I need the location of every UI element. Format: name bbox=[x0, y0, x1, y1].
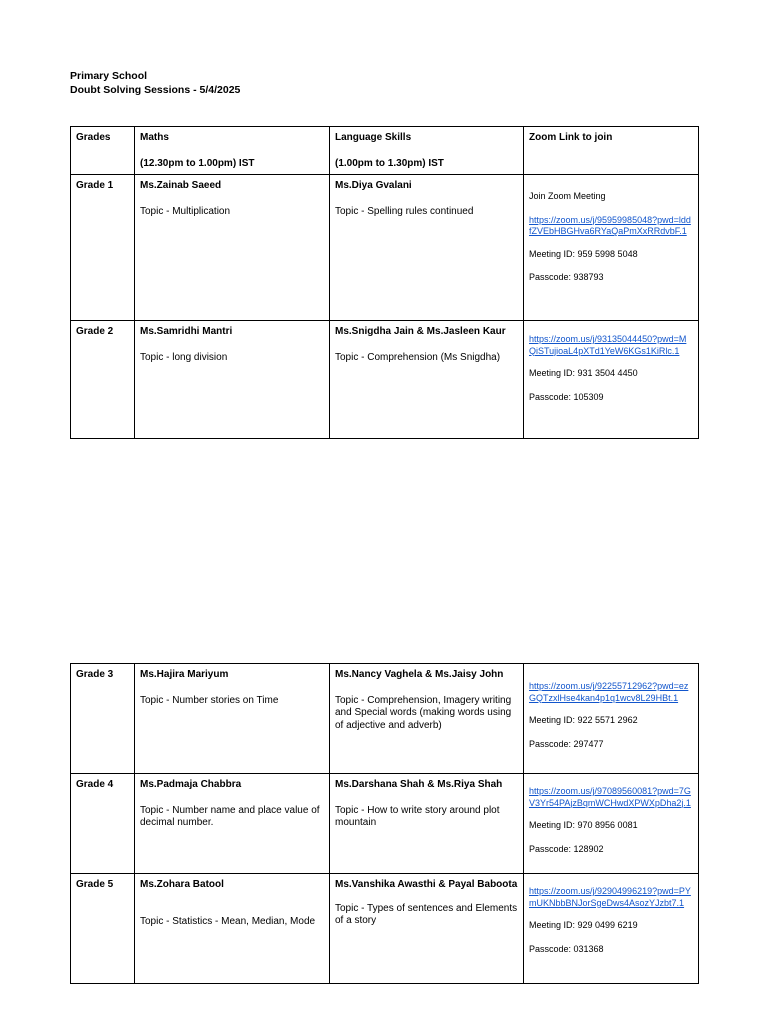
language-topic: Topic - Comprehension, Imagery writing and Special words (making words using of adjective and adverb) bbox=[335, 694, 512, 731]
maths-topic: Topic - Multiplication bbox=[140, 205, 231, 217]
zoom-link[interactable]: https://zoom.us/j/97089560081?pwd=7GV3Yr54PAjzBqmWCHwdXPWXpDha2j.1 bbox=[529, 786, 691, 808]
meeting-id: Meeting ID: 922 5571 2962 bbox=[529, 715, 638, 725]
maths-topic: Topic - Number stories on Time bbox=[140, 694, 279, 706]
maths-cell bbox=[135, 175, 330, 321]
zoom-link[interactable]: https://zoom.us/j/95959985048?pwd=lddfZVEbHBGHva6RYaQaPmXxRRdvbF.1 bbox=[529, 214, 691, 236]
document-header bbox=[70, 69, 240, 97]
meeting-id: Meeting ID: 959 5998 5048 bbox=[529, 248, 638, 259]
zoom-link[interactable]: https://zoom.us/j/93135044450?pwd=MQiSTujioaL4pXTd1YeW6KGs1KiRlc.1 bbox=[529, 334, 687, 356]
table-header-row bbox=[71, 127, 699, 175]
language-teacher: Ms.Darshana Shah & Ms.Riya Shah bbox=[335, 779, 503, 790]
table-row bbox=[71, 874, 699, 984]
maths-teacher: Ms.Samridhi Mantri bbox=[140, 326, 233, 337]
language-topic: Topic - Spelling rules continued bbox=[335, 205, 474, 217]
zoom-cell bbox=[524, 874, 699, 984]
maths-teacher: Ms.Padmaja Chabbra bbox=[140, 779, 242, 790]
passcode: Passcode: 297477 bbox=[529, 738, 604, 749]
table-row bbox=[71, 175, 699, 321]
zoom-cell bbox=[524, 664, 699, 774]
table-row bbox=[71, 774, 699, 874]
language-topic: Topic - How to write story around plot mountain bbox=[335, 804, 500, 828]
maths-topic: Topic - Number name and place value of decimal number. bbox=[140, 804, 320, 828]
header-language-time: (1.00pm to 1.30pm) IST bbox=[335, 157, 444, 169]
maths-cell bbox=[135, 774, 330, 874]
grade-cell: Grade 1 bbox=[71, 175, 135, 321]
language-topic: Topic - Types of sentences and Elements of a story bbox=[335, 902, 518, 926]
zoom-cell bbox=[524, 774, 699, 874]
header-language bbox=[330, 127, 524, 175]
schedule-table-1 bbox=[70, 126, 699, 439]
passcode: Passcode: 031368 bbox=[529, 943, 604, 954]
header-maths-time: (12.30pm to 1.00pm) IST bbox=[140, 157, 255, 169]
maths-teacher: Ms.Zainab Saeed bbox=[140, 180, 222, 191]
maths-cell bbox=[135, 874, 330, 984]
maths-cell bbox=[135, 321, 330, 439]
schedule-table-2 bbox=[70, 663, 699, 984]
header-grades: Grades bbox=[71, 127, 135, 175]
header-maths-label: Maths bbox=[140, 132, 169, 143]
grade-cell: Grade 4 bbox=[71, 774, 135, 874]
passcode: Passcode: 105309 bbox=[529, 391, 604, 402]
maths-teacher: Ms.Zohara Batool bbox=[140, 879, 224, 890]
header-zoom: Zoom Link to join bbox=[524, 127, 699, 175]
maths-teacher: Ms.Hajira Mariyum bbox=[140, 669, 229, 680]
school-title: Primary School bbox=[70, 70, 148, 82]
meeting-id: Meeting ID: 929 0499 6219 bbox=[529, 920, 638, 930]
language-topic: Topic - Comprehension (Ms Snigdha) bbox=[335, 351, 501, 363]
header-language-label: Language Skills bbox=[335, 132, 412, 143]
language-teacher: Ms.Diya Gvalani bbox=[335, 180, 412, 191]
meeting-id: Meeting ID: 931 3504 4450 bbox=[529, 368, 638, 378]
meeting-id: Meeting ID: 970 8956 0081 bbox=[529, 820, 638, 830]
language-cell bbox=[330, 175, 524, 321]
language-cell bbox=[330, 774, 524, 874]
language-teacher: Ms.Nancy Vaghela & Ms.Jaisy John bbox=[335, 669, 504, 680]
grade-cell: Grade 3 bbox=[71, 664, 135, 774]
zoom-cell bbox=[524, 175, 699, 321]
language-cell bbox=[330, 321, 524, 439]
zoom-cell bbox=[524, 321, 699, 439]
zoom-link[interactable]: https://zoom.us/j/92904996219?pwd=PYmUKNbbBNJorSgeDws4AsozYJzbt7.1 bbox=[529, 886, 691, 908]
grade-cell: Grade 5 bbox=[71, 874, 135, 984]
language-teacher: Ms.Vanshika Awasthi & Payal Baboota bbox=[335, 879, 518, 890]
language-teacher: Ms.Snigdha Jain & Ms.Jasleen Kaur bbox=[335, 326, 506, 337]
table-row bbox=[71, 664, 699, 774]
table-row bbox=[71, 321, 699, 439]
language-cell bbox=[330, 664, 524, 774]
header-maths bbox=[135, 127, 330, 175]
passcode: Passcode: 938793 bbox=[529, 272, 604, 282]
maths-cell bbox=[135, 664, 330, 774]
maths-topic: Topic - Statistics - Mean, Median, Mode bbox=[140, 915, 316, 927]
zoom-intro: Join Zoom Meeting bbox=[529, 191, 606, 201]
maths-topic: Topic - long division bbox=[140, 351, 228, 363]
zoom-link[interactable]: https://zoom.us/j/92255712962?pwd=ezGQTzxlHse4kan4p1q1wcv8L29HBt.1 bbox=[529, 681, 689, 703]
passcode: Passcode: 128902 bbox=[529, 843, 604, 854]
session-title: Doubt Solving Sessions - 5/4/2025 bbox=[70, 84, 241, 96]
grade-cell: Grade 2 bbox=[71, 321, 135, 439]
language-cell bbox=[330, 874, 524, 984]
